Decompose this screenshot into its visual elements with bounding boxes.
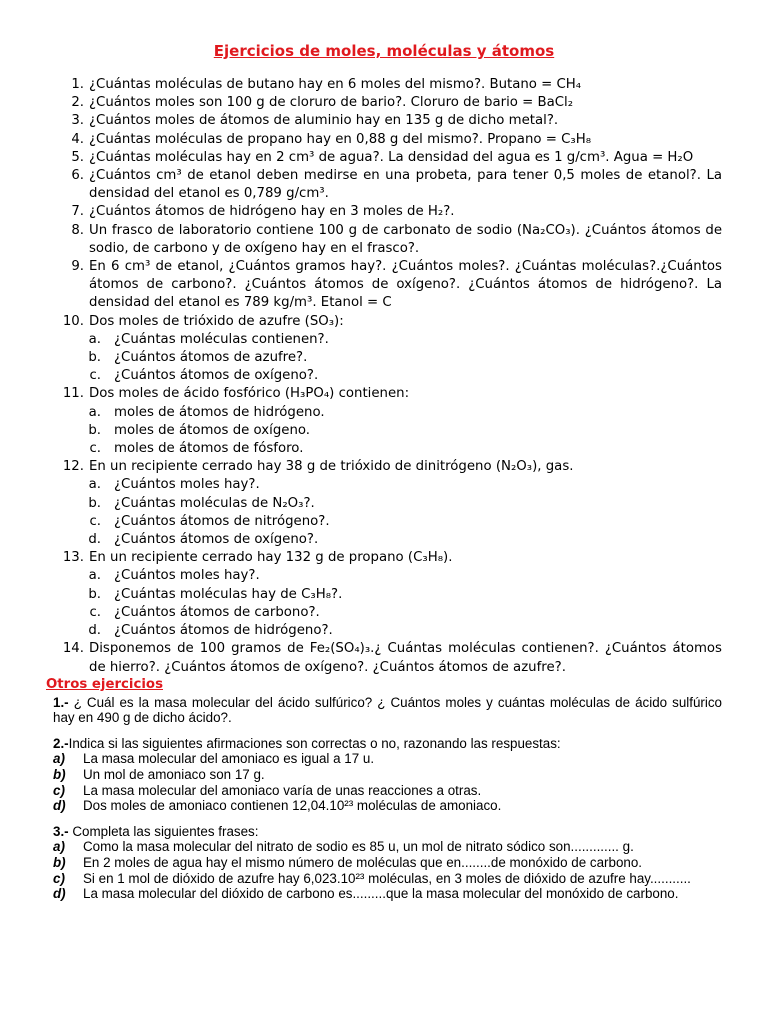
question-text: ¿Cuántas moléculas de butano hay en 6 moles del mismo?. Butano = CH₄: [89, 77, 582, 92]
question-text: En un recipiente cerrado hay 132 g de propano (C₃H₈).: [89, 550, 453, 566]
exercise-number: 1.-: [53, 694, 69, 710]
option-text: Dos moles de amoniaco contienen 12,04.10²³ moléculas de amoniaco.: [83, 798, 502, 814]
option-text: Si en 1 mol de dióxido de azufre hay 6,023.10²³ moléculas, en 3 moles de dióxido de azufre hay...........: [83, 870, 691, 886]
question-item: [46, 458, 722, 476]
question-text: ¿Cuántos átomos de hidrógeno hay en 3 moles de H₂?.: [89, 204, 455, 220]
question-item: [46, 112, 722, 130]
sub-question-letter: d.: [88, 532, 101, 548]
option-label: b): [53, 767, 66, 783]
option-label: b): [53, 855, 66, 871]
sub-question-text: ¿Cuántos átomos de hidrógeno?.: [114, 623, 333, 639]
sub-question-letter: c.: [89, 513, 101, 529]
sub-question-text: ¿Cuántos moles hay?.: [114, 568, 260, 584]
question-item: [46, 94, 722, 112]
option-label: c): [53, 870, 65, 886]
question-list: [46, 76, 722, 677]
sub-question-letter: c.: [89, 604, 101, 620]
exercise-option: [46, 855, 722, 871]
exercise-number: 3.-: [53, 823, 69, 839]
sub-question-item: [46, 567, 722, 585]
sub-question-item: [46, 367, 722, 385]
question-number: 10.: [62, 313, 84, 329]
option-label: d): [53, 798, 66, 814]
question-number: 11.: [62, 386, 84, 402]
question-item: [46, 167, 722, 203]
question-number: 4.: [71, 131, 84, 147]
exercise-text: ¿ Cuál es la masa molecular del ácido sulfúrico? ¿ Cuántos moles y cuántas moléculas de ácido sulfúrico hay en 490 g de dicho ácido?.: [53, 694, 722, 726]
sub-question-text: ¿Cuántos átomos de oxígeno?.: [114, 368, 319, 384]
question-item: [46, 258, 722, 313]
sub-question-letter: a.: [88, 477, 101, 493]
sub-question-letter: b.: [88, 350, 101, 366]
exercise-option: [46, 751, 722, 767]
exercise-option: [46, 871, 722, 887]
exercise-option: [46, 783, 722, 799]
sub-question-letter: a.: [88, 568, 101, 584]
sub-question-text: ¿Cuántos átomos de azufre?.: [114, 350, 308, 366]
sub-question-text: moles de átomos de oxígeno.: [114, 422, 311, 438]
sub-question-item: [46, 513, 722, 531]
sub-question-item: [46, 440, 722, 458]
sub-question-item: [46, 476, 722, 494]
question-item: [46, 385, 722, 403]
sub-question-text: moles de átomos de fósforo.: [114, 441, 304, 457]
question-number: 2.: [71, 95, 84, 111]
exercise-text: Indica si las siguientes afirmaciones son correctas o no, razonando las respuestas:: [68, 735, 561, 751]
option-label: a): [53, 751, 65, 767]
exercise-1: [46, 695, 722, 726]
question-text: ¿Cuántos moles de átomos de aluminio hay en 135 g de dicho metal?.: [89, 113, 559, 129]
option-text: En 2 moles de agua hay el mismo número de moléculas que en........de monóxido de carbono.: [83, 855, 643, 871]
question-item: [46, 76, 722, 94]
sub-question-item: [46, 349, 722, 367]
sub-question-text: moles de átomos de hidrógeno.: [114, 404, 325, 420]
question-text: En 6 cm³ de etanol, ¿Cuántos gramos hay?. ¿Cuántos moles?. ¿Cuántas moléculas?.¿Cuántos átomos de carbono?. ¿Cuántos átomos de oxígeno?. ¿Cuántos átomos de hidrógeno?. La densidad del etanol es 789 kg/m³. Etanol = C: [89, 259, 722, 311]
exercise-number: 2.-: [53, 735, 69, 751]
document-title: Ejercicios de moles, moléculas y átomos: [213, 42, 555, 60]
sub-question-letter: b.: [88, 495, 101, 511]
exercise-3: [46, 824, 722, 840]
sub-question-item: [46, 586, 722, 604]
sub-question-item: [46, 495, 722, 513]
question-number: 6.: [71, 168, 84, 184]
option-label: a): [53, 839, 65, 855]
option-text: Un mol de amoniaco son 17 g.: [83, 767, 265, 783]
question-text: Un frasco de laboratorio contiene 100 g de carbonato de sodio (Na₂CO₃). ¿Cuántos átomos de sodio, de carbono y de oxígeno hay en el frasco?.: [89, 222, 722, 256]
question-text: Dos moles de trióxido de azufre (SO₃):: [89, 313, 344, 329]
question-item: [46, 222, 722, 258]
sub-question-letter: d.: [88, 623, 101, 639]
question-number: 8.: [71, 222, 84, 238]
question-number: 14.: [62, 641, 84, 657]
sub-question-letter: a.: [88, 404, 101, 420]
sub-question-item: [46, 531, 722, 549]
sub-question-letter: c.: [89, 368, 101, 384]
exercise-2: [46, 736, 722, 752]
sub-question-text: ¿Cuántas moléculas contienen?.: [114, 331, 329, 347]
exercise-option: [46, 839, 722, 855]
sub-question-letter: b.: [88, 586, 101, 602]
sub-question-item: [46, 404, 722, 422]
question-item: [46, 640, 722, 676]
question-text: Dos moles de ácido fosfórico (H₃PO₄) contienen:: [89, 386, 410, 402]
sub-question-item: [46, 622, 722, 640]
question-number: 12.: [62, 459, 84, 475]
question-text: Disponemos de 100 gramos de Fe₂(SO₄)₃.¿ Cuántas moléculas contienen?. ¿Cuántos átomos de hierro?. ¿Cuántos átomos de oxígeno?. ¿Cuántos átomos de azufre?.: [89, 641, 722, 675]
question-item: [46, 149, 722, 167]
question-text: ¿Cuántas moléculas hay en 2 cm³ de agua?. La densidad del agua es 1 g/cm³. Agua = H₂O: [89, 149, 694, 165]
extra-exercises: [46, 695, 722, 902]
option-text: La masa molecular del amoniaco es igual a 17 u.: [83, 751, 375, 767]
question-text: ¿Cuántas moléculas de propano hay en 0,88 g del mismo?. Propano = C₃H₈: [89, 131, 592, 147]
question-item: [46, 203, 722, 221]
exercise-option: [46, 798, 722, 814]
question-text: En un recipiente cerrado hay 38 g de trióxido de dinitrógeno (N₂O₃), gas.: [89, 459, 574, 475]
question-number: 7.: [71, 204, 84, 220]
sub-question-text: ¿Cuántos moles hay?.: [114, 477, 260, 493]
exercise-text: Completa las siguientes frases:: [72, 823, 259, 839]
sub-question-item: [46, 422, 722, 440]
exercise-option: [46, 767, 722, 783]
question-number: 1.: [71, 77, 84, 92]
question-number: 9.: [71, 259, 84, 275]
question-text: ¿Cuántos cm³ de etanol deben medirse en una probeta, para tener 0,5 moles de etanol?. La densidad del etanol es 0,789 g/cm³.: [89, 168, 722, 202]
sub-question-letter: a.: [88, 331, 101, 347]
option-text: Como la masa molecular del nitrato de sodio es 85 u, un mol de nitrato sódico son............. g.: [83, 839, 634, 855]
sub-question-text: ¿Cuántas moléculas hay de C₃H₈?.: [114, 586, 343, 602]
question-text: ¿Cuántos moles son 100 g de cloruro de bario?. Cloruro de bario = BaCl₂: [89, 95, 574, 111]
sub-question-text: ¿Cuántos átomos de carbono?.: [114, 604, 320, 620]
question-item: [46, 549, 722, 567]
question-item: [46, 131, 722, 149]
option-label: c): [53, 782, 65, 798]
option-label: d): [53, 886, 66, 902]
sub-question-text: ¿Cuántos átomos de nitrógeno?.: [114, 513, 330, 529]
sub-question-letter: b.: [88, 422, 101, 438]
sub-question-letter: c.: [89, 441, 101, 457]
sub-question-item: [46, 604, 722, 622]
section-heading-otros: Otros ejercicios: [46, 676, 163, 692]
question-item: [46, 313, 722, 331]
question-number: 5.: [71, 149, 84, 165]
sub-question-text: ¿Cuántos átomos de oxígeno?.: [114, 532, 319, 548]
sub-question-text: ¿Cuántas moléculas de N₂O₃?.: [114, 495, 315, 511]
question-number: 3.: [71, 113, 84, 129]
option-text: La masa molecular del amoniaco varía de unas reacciones a otras.: [83, 782, 482, 798]
sub-question-item: [46, 331, 722, 349]
question-number: 13.: [62, 550, 84, 566]
exercise-option: [46, 886, 722, 902]
option-text: La masa molecular del dióxido de carbono es.........que la masa molecular del monóxido de carbono.: [83, 886, 679, 902]
